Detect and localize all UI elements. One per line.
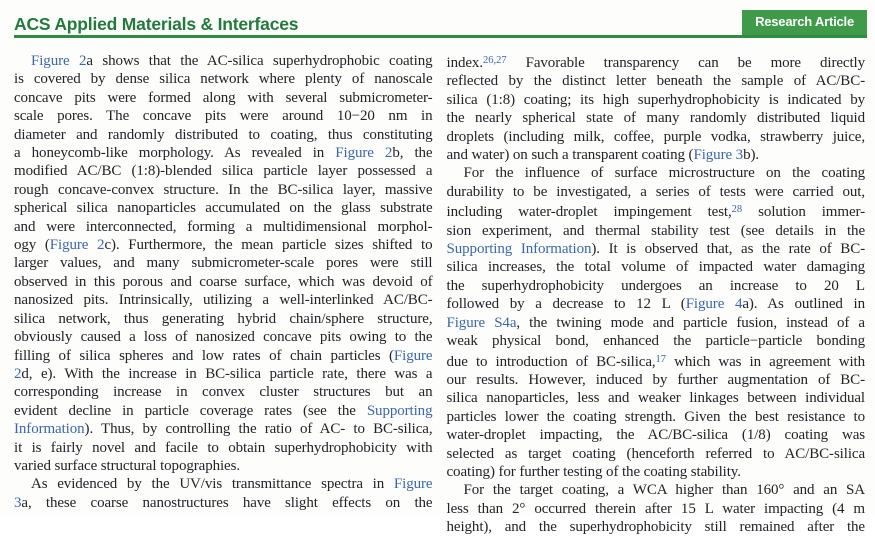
text-line [14, 365, 433, 383]
text-line [14, 420, 433, 438]
text-line [14, 70, 433, 88]
text-run: Favorable transparency can be more directly [506, 55, 865, 71]
reference-link[interactable]: Supporting [366, 402, 433, 419]
text-run: weak physical bond, enhanced the particle−particle bonding [446, 333, 865, 350]
text-line [14, 181, 433, 199]
text-run: c). Furthermore, the mean particle sizes shifted to [104, 237, 433, 254]
text-line [447, 481, 866, 499]
text-line [447, 146, 866, 164]
text-run: our results. However, induced by further augmentation of BC- [446, 371, 865, 388]
reference-link[interactable]: Figure 2 [335, 145, 393, 162]
text-run: obviously caused a loss of nanosized concave pits owing to the [14, 329, 433, 346]
text-run: reflected by the distinct letter beneath the sample of AC/BC- [446, 73, 865, 90]
header-divider-rule [14, 35, 867, 38]
text-run: particles lower the coating strength. Given the best resistance to [446, 408, 865, 425]
text-line [447, 500, 866, 518]
reference-link[interactable]: Figure 2 [31, 53, 87, 69]
text-run: silica increases, the total volume of impacted water damaging [446, 259, 865, 276]
text-line [447, 408, 866, 426]
text-run: d, e). With the increase in BC-silica particle rate, there was a [21, 365, 433, 382]
text-line [14, 328, 433, 346]
text-run: a shows that the AC-silica superhydrophobic coating [86, 53, 433, 69]
reference-link[interactable]: Figure 4 [685, 296, 743, 313]
text-line [14, 494, 433, 512]
reference-link[interactable]: Figure 3 [693, 147, 744, 164]
text-line [447, 426, 866, 444]
text-line [14, 52, 433, 70]
reference-link[interactable]: Figure S4a [446, 314, 517, 331]
text-line [14, 475, 433, 493]
text-run: and were interconnected, forming a multidimensional morphol- [14, 218, 433, 235]
text-run: observed in this porous and coarse surface, which was devoid of [14, 273, 433, 290]
text-line [14, 107, 433, 125]
citation-superscript-link[interactable]: 17 [655, 353, 667, 365]
text-run: varied surface structural topographies. [14, 457, 241, 474]
text-line [447, 240, 866, 258]
text-run: due to introduction of BC-silica, [446, 353, 656, 370]
citation-superscript-link[interactable]: 28 [731, 204, 743, 216]
text-run: durability to be investigated, a series of tests were carried out, [446, 183, 865, 200]
text-line [447, 518, 866, 536]
reference-link[interactable]: Figure [393, 476, 433, 493]
text-line [14, 144, 433, 162]
text-run: spherical silica nanoparticles accumulated on the glass substrate [14, 200, 433, 217]
text-line [447, 164, 866, 182]
text-line [447, 258, 866, 276]
article-body [14, 52, 866, 536]
text-run: it is fairly novel and facile to obtain superhydrophobicity with [14, 439, 433, 456]
text-run: followed by a decrease to 12 L ( [446, 296, 686, 313]
text-run: ). Thus, by controlling the ratio of AC- to BC-silica, [84, 421, 433, 438]
text-run: sion experiment, and thermal stability test (see details in the [446, 222, 865, 239]
right-column [446, 52, 866, 536]
text-line [447, 295, 866, 313]
text-line [14, 439, 433, 457]
text-line [447, 445, 866, 463]
text-line [14, 89, 433, 107]
text-run: less than 2° occurred therein after 15 L water impacting (4 m [446, 500, 865, 517]
text-run: and water) on such a transparent coating ( [446, 147, 694, 164]
text-line [14, 162, 433, 180]
text-run: , the twining mode and particle fusion, instead of a [516, 314, 865, 331]
text-run: As evidenced by the UV/vis transmittance spectra in [31, 476, 394, 493]
text-line [447, 463, 866, 481]
text-run: including water-droplet impingement test, [446, 204, 732, 221]
text-line [14, 383, 433, 401]
text-line [14, 291, 433, 309]
text-run: water-droplet impacting, the AC/BC-silica (1/8) coating was [446, 427, 865, 444]
text-run: height), and the superhydrophobicity still remained after the [446, 519, 865, 536]
text-run: corresponding increase in convex cluster structures but an [14, 384, 433, 401]
text-run: silica network, thus generating hybrid chain/sphere structure, [14, 310, 433, 327]
text-line [14, 402, 433, 420]
text-run: diameter and randomly distributed to coating, thus constituting [14, 126, 433, 143]
text-line [447, 389, 866, 407]
text-run: silica nanoparticles, less and weaker linkages between individual [446, 390, 865, 407]
text-line [447, 332, 866, 350]
text-line [447, 52, 866, 72]
page-header [14, 10, 867, 38]
text-line [14, 254, 433, 272]
text-run: For the target coating, a WCA higher than 160° and an SA [463, 482, 865, 499]
text-run: a honeycomb-like morphology. As revealed in [14, 145, 336, 162]
text-run: filling of silica spheres and low rates of chain particles ( [14, 347, 394, 364]
text-line [447, 371, 866, 389]
text-run: selected as target coating (henceforth referred to AC/BC-silica [446, 445, 865, 462]
text-line [14, 126, 433, 144]
text-run: evident decline in particle coverage rates (see the [14, 402, 367, 419]
text-run: which was in agreement with [666, 353, 866, 370]
text-run: rough concave-convex structure. In the BC-silica layer, massive [14, 181, 433, 198]
text-line [447, 277, 866, 295]
left-column [14, 52, 433, 515]
research-article-badge: Research Article [742, 10, 867, 35]
text-run: the nearly spherical state of many randomly distributed liquid [446, 110, 865, 127]
journal-title: ACS Applied Materials & Interfaces [14, 14, 299, 34]
text-run: b, the [392, 145, 433, 162]
text-run: coating) for further testing of the coating stability. [446, 463, 741, 480]
text-run: droplets (including milk, coffee, purple vodka, strawberry juice, [446, 128, 865, 145]
text-run: concave pits were formed along with several submicrometer- [14, 89, 433, 106]
text-run: ). It is observed that, as the rate of BC- [591, 241, 865, 258]
text-line [447, 314, 866, 332]
text-line [447, 222, 866, 240]
citation-superscript-link[interactable]: 26,27 [482, 55, 507, 66]
text-run: index. [446, 55, 483, 71]
text-run: a). As outlined in [742, 296, 865, 313]
text-line [447, 128, 866, 146]
text-line [14, 310, 433, 328]
text-line [447, 183, 866, 201]
text-line [14, 236, 433, 254]
text-line [14, 218, 433, 236]
text-line [447, 72, 866, 90]
text-run: For the influence of surface microstructure on the coating [463, 165, 865, 182]
text-line [447, 201, 866, 221]
reference-link[interactable]: Figure 2 [49, 237, 105, 254]
text-line [447, 351, 866, 371]
reference-link[interactable]: 2 [14, 365, 22, 382]
text-line [447, 109, 866, 127]
text-run: nanosized pits. Intrinsically, utilizing a well-interlinked AC/BC- [14, 292, 433, 309]
text-run: silica (1:8) coating; its high superhydrophobicity is indicated by [446, 91, 865, 108]
text-run: a, these coarse nanostructures have slight effects on the [21, 494, 433, 511]
reference-link[interactable]: Information [14, 421, 85, 438]
text-run: is covered by dense silica network where plenty of nanoscale [14, 71, 433, 88]
reference-link[interactable]: Figure [393, 347, 433, 364]
text-run: b). [743, 147, 760, 164]
text-run: solution immer- [742, 204, 865, 221]
text-run: scale pores. The concave pits were around 10−20 nm in [14, 108, 433, 125]
text-run: larger values, and many submicrometer-scale pores were still [14, 255, 433, 272]
reference-link[interactable]: 3 [14, 494, 22, 511]
text-line [14, 199, 433, 217]
text-line [14, 273, 433, 291]
reference-link[interactable]: Supporting Information [446, 241, 592, 258]
text-run: the superhydrophobicity undergoes an increase to 20 L [446, 277, 865, 294]
text-line [447, 91, 866, 109]
text-line [14, 347, 433, 365]
text-line [14, 457, 433, 475]
text-run: modified AC/BC (1:8)-blended silica particle layer possessed a [14, 163, 433, 180]
text-run: ogy ( [14, 237, 50, 254]
